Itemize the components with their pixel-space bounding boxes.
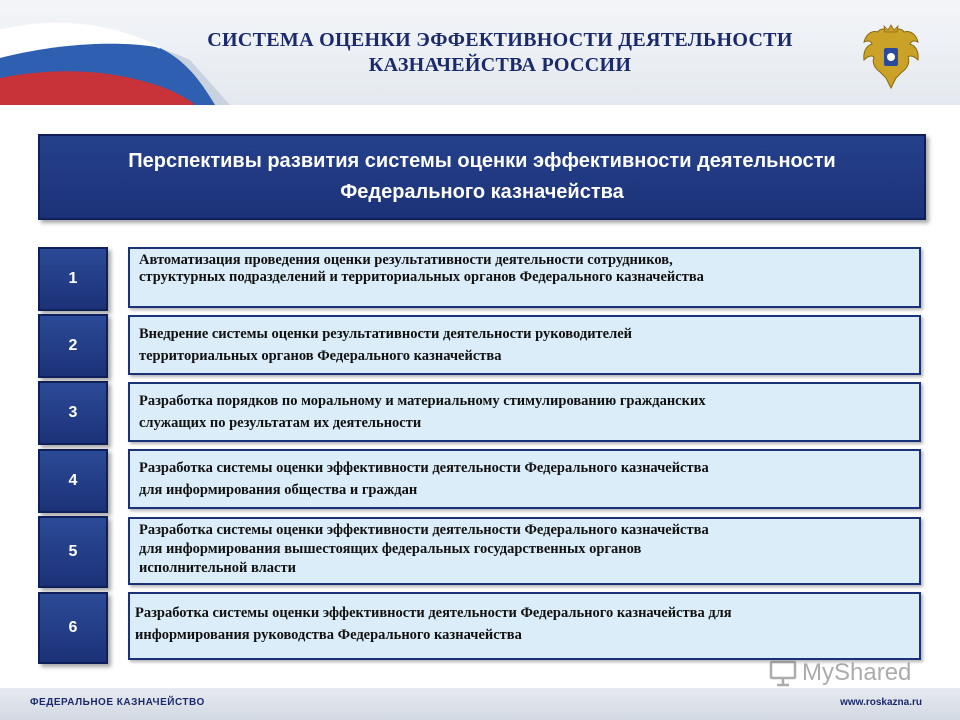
header-title — [150, 28, 850, 78]
item-2-line1: Внедрение системы оценки результативности деятельности руководителей — [139, 326, 633, 342]
item-5-line2: для информирования вышестоящих федеральных государственных органов — [139, 541, 642, 557]
item-3-line1: Разработка порядков по моральному и материальному стимулированию гражданских — [139, 393, 706, 409]
item-number-1: 1 — [38, 247, 108, 311]
main-title-line2: Федерального казначейства — [340, 181, 624, 203]
footer-website-link[interactable]: www.roskazna.ru — [840, 697, 922, 708]
item-5-line3: исполнительной власти — [139, 560, 296, 576]
item-4-line1: Разработка системы оценки эффективности деятельности Федерального казначейства — [139, 460, 709, 476]
item-1-line1: Автоматизация проведения оценки результативности деятельности сотрудников, — [139, 252, 673, 268]
footer-org-name: ФЕДЕРАЛЬНОЕ КАЗНАЧЕЙСТВО — [30, 697, 205, 708]
item-number-6: 6 — [38, 592, 108, 664]
item-6-line2: информирования руководства Федерального казначейства — [135, 627, 522, 643]
item-text-box-4 — [128, 449, 921, 509]
double-headed-eagle-emblem-icon — [858, 22, 924, 92]
item-text-box-2 — [128, 315, 921, 375]
slide-header — [0, 0, 960, 105]
item-number-4: 4 — [38, 449, 108, 513]
presentation-board-icon — [768, 658, 798, 688]
main-title-line1: Перспективы развития системы оценки эффективности деятельности — [128, 150, 836, 172]
item-5-line1: Разработка системы оценки эффективности деятельности Федерального казначейства — [139, 522, 709, 538]
item-text-box-6 — [128, 592, 921, 660]
main-title — [52, 146, 912, 208]
item-4-line2: для информирования общества и граждан — [139, 482, 418, 498]
item-text-box-5 — [128, 517, 921, 585]
header-title-line2: КАЗНАЧЕЙСТВА РОССИИ — [368, 54, 632, 76]
item-3-line2: служащих по результатам их деятельности — [139, 415, 422, 431]
item-2-line2: территориальных органов Федерального казначейства — [139, 348, 502, 364]
myshared-watermark — [768, 656, 911, 690]
header-title-line1: СИСТЕМА ОЦЕНКИ ЭФФЕКТИВНОСТИ ДЕЯТЕЛЬНОСТИ — [207, 29, 793, 51]
main-title-banner — [38, 134, 926, 220]
item-text-box-3 — [128, 382, 921, 442]
watermark-text: MyShared — [802, 659, 912, 686]
item-6-line1: Разработка системы оценки эффективности деятельности Федерального казначейства для — [135, 605, 732, 621]
item-number-5: 5 — [38, 516, 108, 588]
item-number-2: 2 — [38, 314, 108, 378]
item-number-3: 3 — [38, 381, 108, 445]
item-text-box-1 — [128, 247, 921, 308]
slide-footer — [0, 688, 960, 720]
item-1-line2: структурных подразделений и территориальных органов Федерального казначейства — [139, 269, 704, 285]
